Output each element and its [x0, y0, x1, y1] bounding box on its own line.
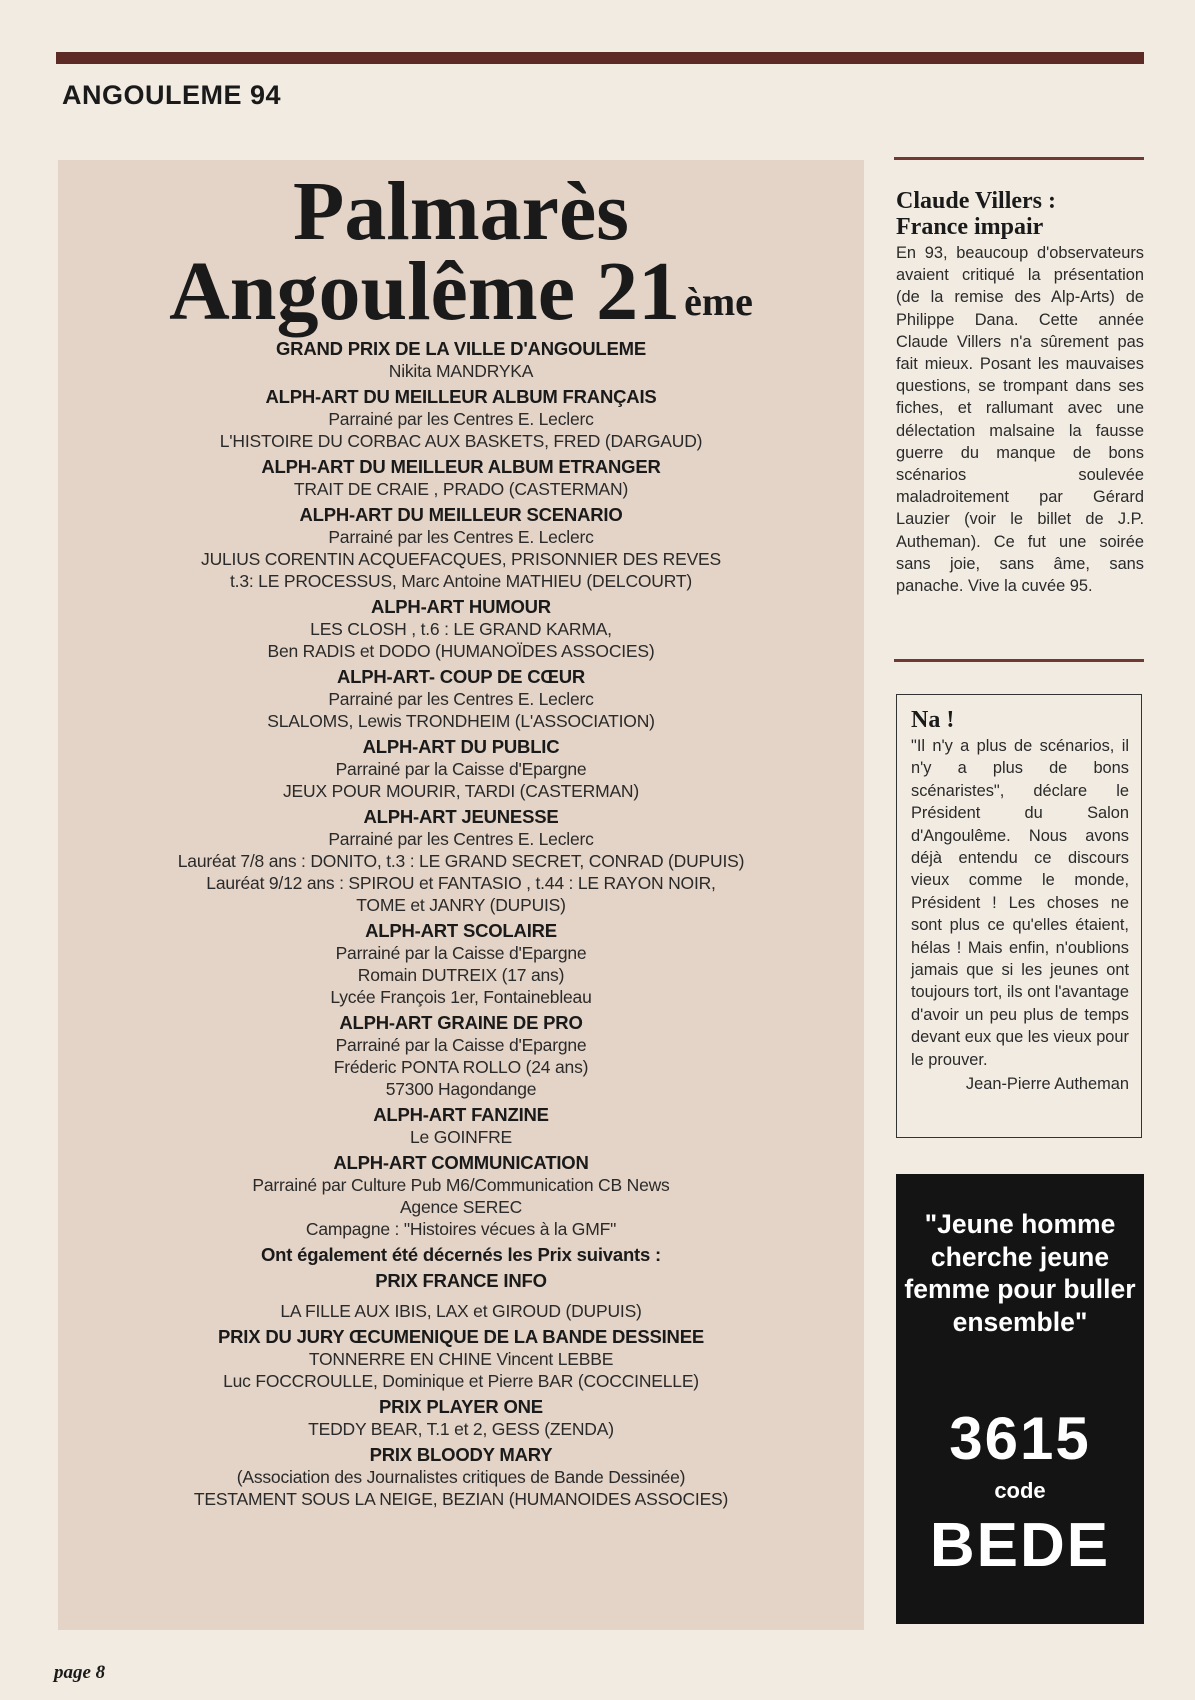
sidebar-rule-top: [894, 157, 1144, 160]
na-signature: Jean-Pierre Autheman: [965, 1075, 1129, 1094]
award-title: ALPH-ART FANZINE: [373, 1104, 549, 1125]
award-entry: [58, 1444, 864, 1510]
award-line: JULIUS CORENTIN ACQUEFACQUES, PRISONNIER DES REVES: [201, 549, 721, 569]
article-title: [896, 188, 1146, 240]
award-line: t.3: LE PROCESSUS, Marc Antoine MATHIEU (DELCOURT): [230, 571, 692, 591]
award-entry: [58, 806, 864, 916]
award-line: Parrainé par la Caisse d'Epargne: [335, 1035, 587, 1055]
page-number: page 8: [54, 1662, 106, 1683]
award-line: Parrainé par la Caisse d'Epargne: [335, 759, 587, 779]
award-entry: [58, 920, 864, 1008]
award-line: Parrainé par Culture Pub M6/Communication CB News: [252, 1175, 670, 1195]
award-title: ALPH-ART- COUP DE CŒUR: [336, 666, 586, 687]
award-line: Agence SEREC: [399, 1197, 523, 1217]
headline-superscript: ème: [684, 279, 753, 324]
award-title: GRAND PRIX DE LA VILLE D'ANGOULEME: [275, 338, 646, 359]
award-title: ALPH-ART SCOLAIRE: [365, 920, 557, 941]
palmares-panel: [58, 160, 864, 1630]
award-line: SLALOMS, Lewis TRONDHEIM (L'ASSOCIATION): [267, 711, 655, 731]
award-entry: [58, 596, 864, 662]
award-line: Parrainé par la Caisse d'Epargne: [335, 943, 587, 963]
award-title: PRIX DU JURY ŒCUMENIQUE DE LA BANDE DESSINEE: [218, 1326, 704, 1347]
award-entry: [58, 338, 864, 382]
na-body: "Il n'y a plus de scénarios, il n'y a plus de bons scénaristes", déclare le Président du Salon d'Angoulême. Nous avons déjà entendu ce discours vieux comme le monde, Président ! Les choses ne sont plus ce qu'elles étaient, hélas ! Mais enfin, n'oublions jamais que si les jeunes ont toujours tort, ils ont l'avantage d'avoir un peu plus de temps devant eux que les vieux pour le prouver.: [911, 737, 1129, 1069]
award-title: PRIX PLAYER ONE: [379, 1396, 543, 1417]
ad-code: BEDE: [929, 1511, 1111, 1580]
award-title: ALPH-ART HUMOUR: [371, 596, 551, 617]
award-entry: [58, 1104, 864, 1148]
award-title: PRIX FRANCE INFO: [375, 1270, 547, 1291]
award-line: Lycée François 1er, Fontainebleau: [330, 987, 592, 1007]
minitel-ad: [896, 1174, 1144, 1624]
awards-list: [58, 338, 864, 1514]
award-line: TESTAMENT SOUS LA NEIGE, BEZIAN (HUMANOIDES ASSOCIES): [193, 1489, 729, 1509]
award-entry: [58, 1152, 864, 1240]
award-entry: [58, 736, 864, 802]
award-line: Lauréat 9/12 ans : SPIROU et FANTASIO , t.44 : LE RAYON NOIR,: [206, 873, 716, 893]
award-title: ALPH-ART GRAINE DE PRO: [339, 1012, 583, 1033]
award-line: LES CLOSH , t.6 : LE GRAND KARMA,: [310, 619, 612, 639]
award-entry: [58, 1270, 864, 1322]
award-entry: [58, 504, 864, 592]
article-title-line1: Claude Villers :: [896, 188, 1056, 214]
award-title: Ont également été décernés les Prix suivants :: [260, 1244, 662, 1265]
award-entry: [58, 456, 864, 500]
award-line: TOME et JANRY (DUPUIS): [356, 895, 566, 915]
headline-angouleme-text: Angoulême 21: [169, 245, 681, 338]
section-title: ANGOULEME 94: [62, 80, 282, 110]
award-line: Parrainé par les Centres E. Leclerc: [328, 527, 594, 547]
award-line: Ben RADIS et DODO (HUMANOÏDES ASSOCIES): [267, 641, 655, 661]
headline-palmares: Palmarès: [293, 165, 629, 258]
award-entry: [58, 666, 864, 732]
award-title: ALPH-ART DU PUBLIC: [362, 736, 560, 757]
award-line: TRAIT DE CRAIE , PRADO (CASTERMAN): [293, 479, 629, 499]
award-line: LA FILLE AUX IBIS, LAX et GIROUD (DUPUIS): [280, 1301, 642, 1321]
award-title: ALPH-ART DU MEILLEUR SCENARIO: [299, 504, 623, 525]
award-line: Parrainé par les Centres E. Leclerc: [328, 829, 594, 849]
ad-number: 3615: [949, 1405, 1091, 1472]
award-line: Fréderic PONTA ROLLO (24 ans): [333, 1057, 589, 1077]
award-line: TONNERRE EN CHINE Vincent LEBBE: [308, 1349, 614, 1369]
award-title: ALPH-ART DU MEILLEUR ALBUM ETRANGER: [261, 456, 661, 477]
award-line: Parrainé par les Centres E. Leclerc: [328, 409, 594, 429]
sidebar-rule-middle: [894, 659, 1144, 662]
headline-angouleme: [58, 242, 864, 342]
award-line: Parrainé par les Centres E. Leclerc: [328, 689, 594, 709]
award-entry: [58, 1244, 864, 1266]
ad-slogan: "Jeune homme cherche jeune femme pour buller ensemble": [904, 1209, 1136, 1337]
award-line: Romain DUTREIX (17 ans): [357, 965, 565, 985]
award-line: L'HISTOIRE DU CORBAC AUX BASKETS, FRED (DARGAUD): [219, 431, 703, 451]
na-title: Na !: [911, 707, 955, 733]
award-entry: [58, 1012, 864, 1100]
award-entry: [58, 386, 864, 452]
award-line: JEUX POUR MOURIR, TARDI (CASTERMAN): [283, 781, 639, 801]
award-line: (Association des Journalistes critiques de Bande Dessinée): [236, 1467, 686, 1487]
award-line: Lauréat 7/8 ans : DONITO, t.3 : LE GRAND SECRET, CONRAD (DUPUIS): [177, 851, 745, 871]
award-entry: [58, 1326, 864, 1392]
na-box: [896, 694, 1142, 1138]
award-line: 57300 Hagondange: [385, 1079, 537, 1099]
top-rule: [56, 52, 1144, 64]
award-line: Campagne : "Histoires vécues à la GMF": [305, 1219, 617, 1239]
award-title: ALPH-ART COMMUNICATION: [333, 1152, 589, 1173]
article-title-line2: France impair: [896, 214, 1044, 240]
award-line: Le GOINFRE: [409, 1127, 513, 1147]
award-entry: [58, 1396, 864, 1440]
award-title: ALPH-ART JEUNESSE: [363, 806, 559, 827]
award-line: Luc FOCCROULLE, Dominique et Pierre BAR (COCCINELLE): [223, 1371, 699, 1391]
award-title: PRIX BLOODY MARY: [369, 1444, 553, 1465]
ad-code-label: code: [994, 1478, 1046, 1503]
article-body: En 93, beaucoup d'observateurs avaient critiqué la présentation (de la remise des Alp-Arts) de Philippe Dana. Cette année Claude Villers n'a sûrement pas fait mieux. Posant les mauvaises questions, se trompant dans ses fiches, et rallumant avec une délectation malsaine la fausse guerre du manque de bons scénarios soulevée maladroitement par Gérard Lauzier (voir le billet de J.P. Autheman). Ce fut une soirée sans joie, sans âme, sans panache. Vive la cuvée 95.: [896, 244, 1144, 596]
award-line: TEDDY BEAR, T.1 et 2, GESS (ZENDA): [308, 1419, 614, 1439]
award-title: ALPH-ART DU MEILLEUR ALBUM FRANÇAIS: [265, 386, 657, 407]
award-line: Nikita MANDRYKA: [388, 361, 534, 381]
